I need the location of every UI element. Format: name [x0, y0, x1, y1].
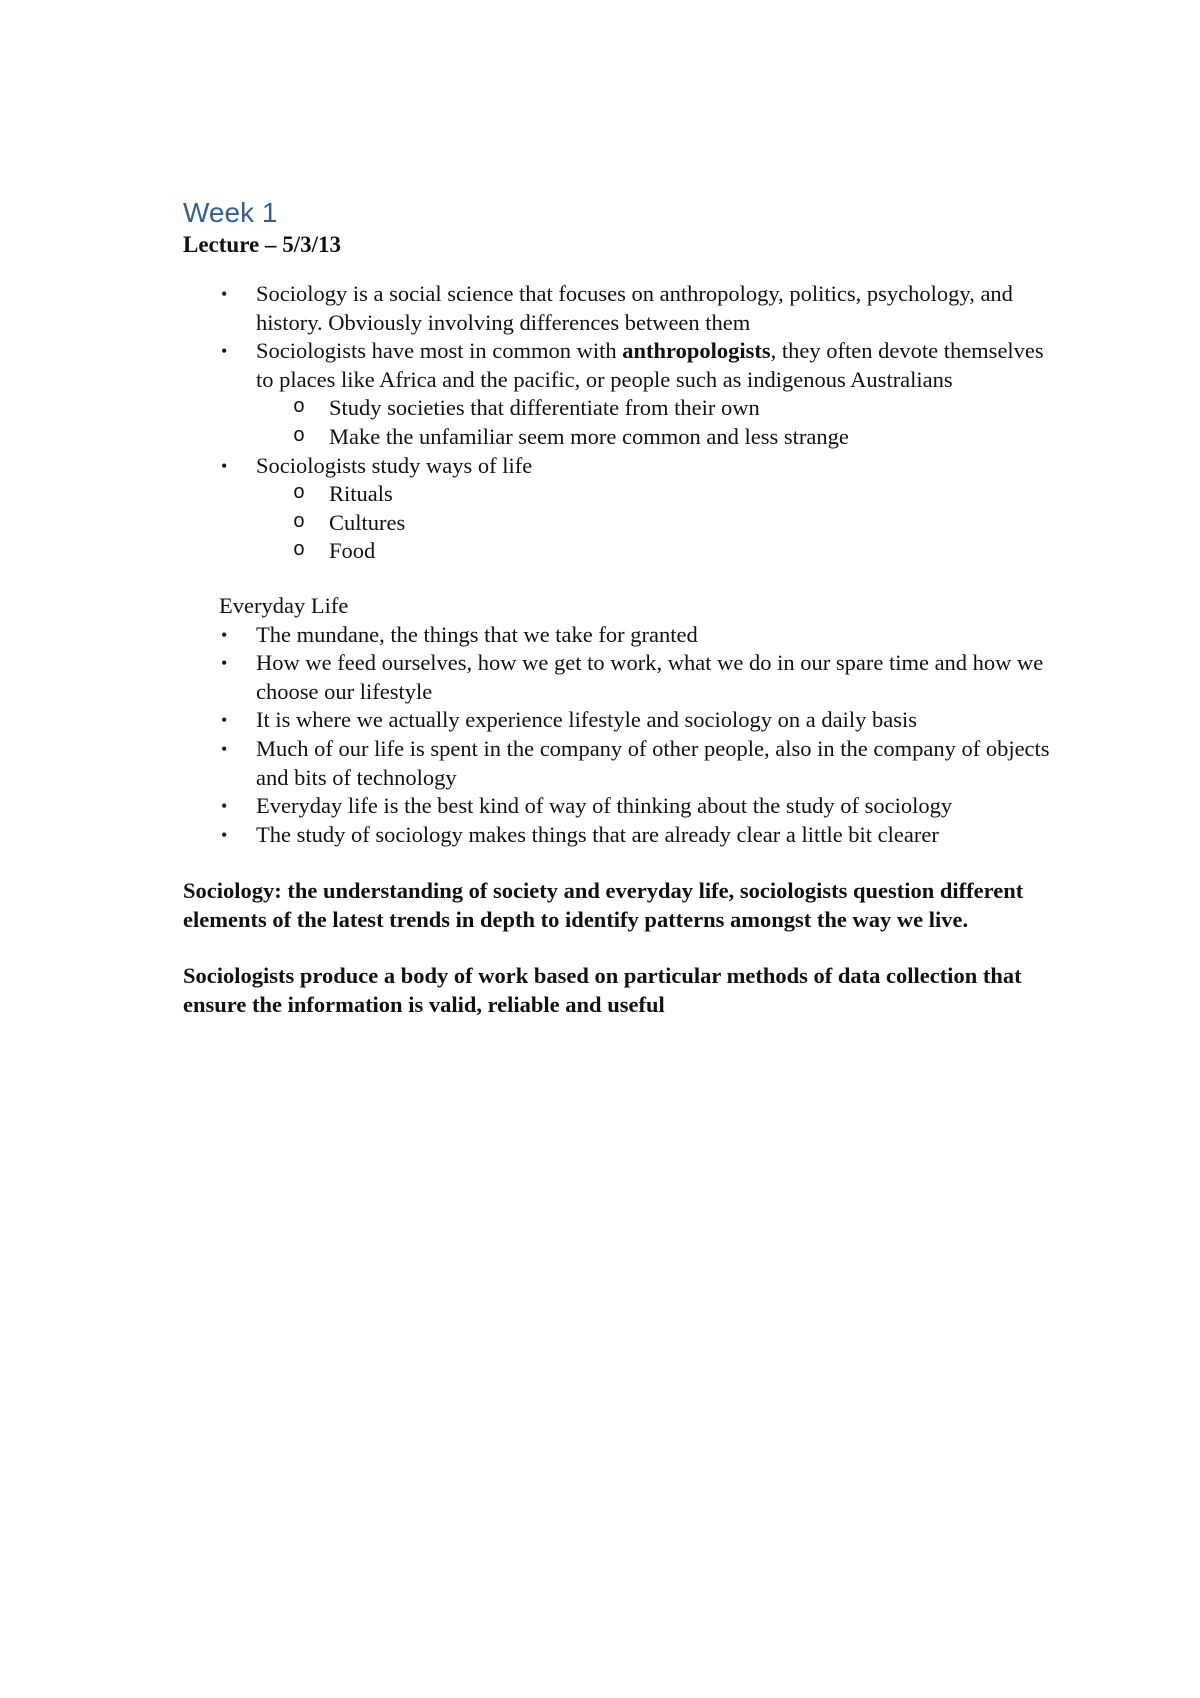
list-item [183, 452, 1063, 566]
list-item-text: Sociologists have most in common with [256, 338, 623, 364]
list-item-text: , they often devote themselves to places like Africa and the pacific, or people such as indigenous Australians [256, 338, 1044, 392]
sub-list-item [256, 537, 1063, 566]
list-item [183, 706, 1063, 735]
sub-list-item-text: Study societies that differentiate from their own [329, 395, 760, 421]
circle-bullet-icon: o [293, 510, 306, 534]
methods-paragraph: Sociologists produce a body of work based on particular methods of data collection that ensure the information is valid, reliable and useful [183, 963, 1022, 1018]
list-item-text: Much of our life is spent in the company of other people, also in the company of objects and bits of technology [256, 735, 1050, 790]
bullet-icon: • [221, 624, 228, 645]
sub-list-item-text: Rituals [329, 481, 393, 507]
bullet-icon: • [221, 284, 228, 304]
circle-bullet-icon: o [293, 424, 306, 448]
circle-bullet-icon: o [293, 539, 306, 563]
list-item [183, 735, 1063, 792]
lecture-date: Lecture – 5/3/13 [183, 232, 341, 257]
sub-list-item [256, 394, 1063, 423]
definition-paragraph: Sociology: the understanding of society and everyday life, sociologists question different elements of the latest trends in depth to identify patterns amongst the way we live. [183, 878, 1024, 932]
sub-list-item [256, 509, 1063, 538]
everyday-bullet-list [183, 621, 1063, 850]
list-item-text: Everyday life is the best kind of way of thinking about the study of sociology [256, 793, 953, 819]
list-item [183, 280, 1063, 337]
list-item-text: It is where we actually experience lifestyle and sociology on a daily basis [256, 707, 918, 733]
bullet-icon: • [221, 653, 228, 674]
sub-bullet-list [256, 480, 1063, 566]
sub-bullet-list [256, 394, 1063, 451]
list-item-text: The study of sociology makes things that are already clear a little bit clearer [256, 821, 939, 847]
bullet-icon: • [221, 710, 228, 731]
section-title-everyday-life: Everyday Life [219, 592, 349, 618]
list-item [183, 621, 1063, 650]
list-item [183, 821, 1063, 850]
sub-list-item-text: Make the unfamiliar seem more common and less strange [329, 423, 849, 449]
sub-list-item-text: Food [329, 538, 376, 564]
bullet-icon: • [221, 341, 228, 362]
list-item-text: Sociologists study ways of life [256, 452, 533, 478]
sub-list-item [256, 480, 1063, 509]
sub-list-item-text: Cultures [329, 509, 406, 535]
list-item-text: Sociology is a social science that focuses on anthropology, politics, psychology, and history. Obviously involving differences between them [256, 281, 1013, 335]
list-item [183, 649, 1063, 706]
bullet-icon: • [221, 824, 228, 845]
intro-bullet-list [183, 280, 1063, 566]
list-item [183, 792, 1063, 821]
list-item-text: How we feed ourselves, how we get to work, what we do in our spare time and how we choose our lifestyle [256, 650, 1044, 704]
list-item-text: The mundane, the things that we take for granted [256, 621, 698, 647]
bullet-icon: • [221, 738, 228, 759]
sub-list-item [256, 423, 1063, 452]
circle-bullet-icon: o [293, 482, 306, 506]
document-page [183, 196, 1063, 1020]
circle-bullet-icon: o [293, 396, 306, 420]
bullet-icon: • [221, 455, 228, 476]
page-title: Week 1 [183, 197, 278, 228]
bullet-icon: • [221, 796, 228, 817]
list-item [183, 337, 1063, 451]
emphasis-text: anthropologists [622, 338, 771, 364]
